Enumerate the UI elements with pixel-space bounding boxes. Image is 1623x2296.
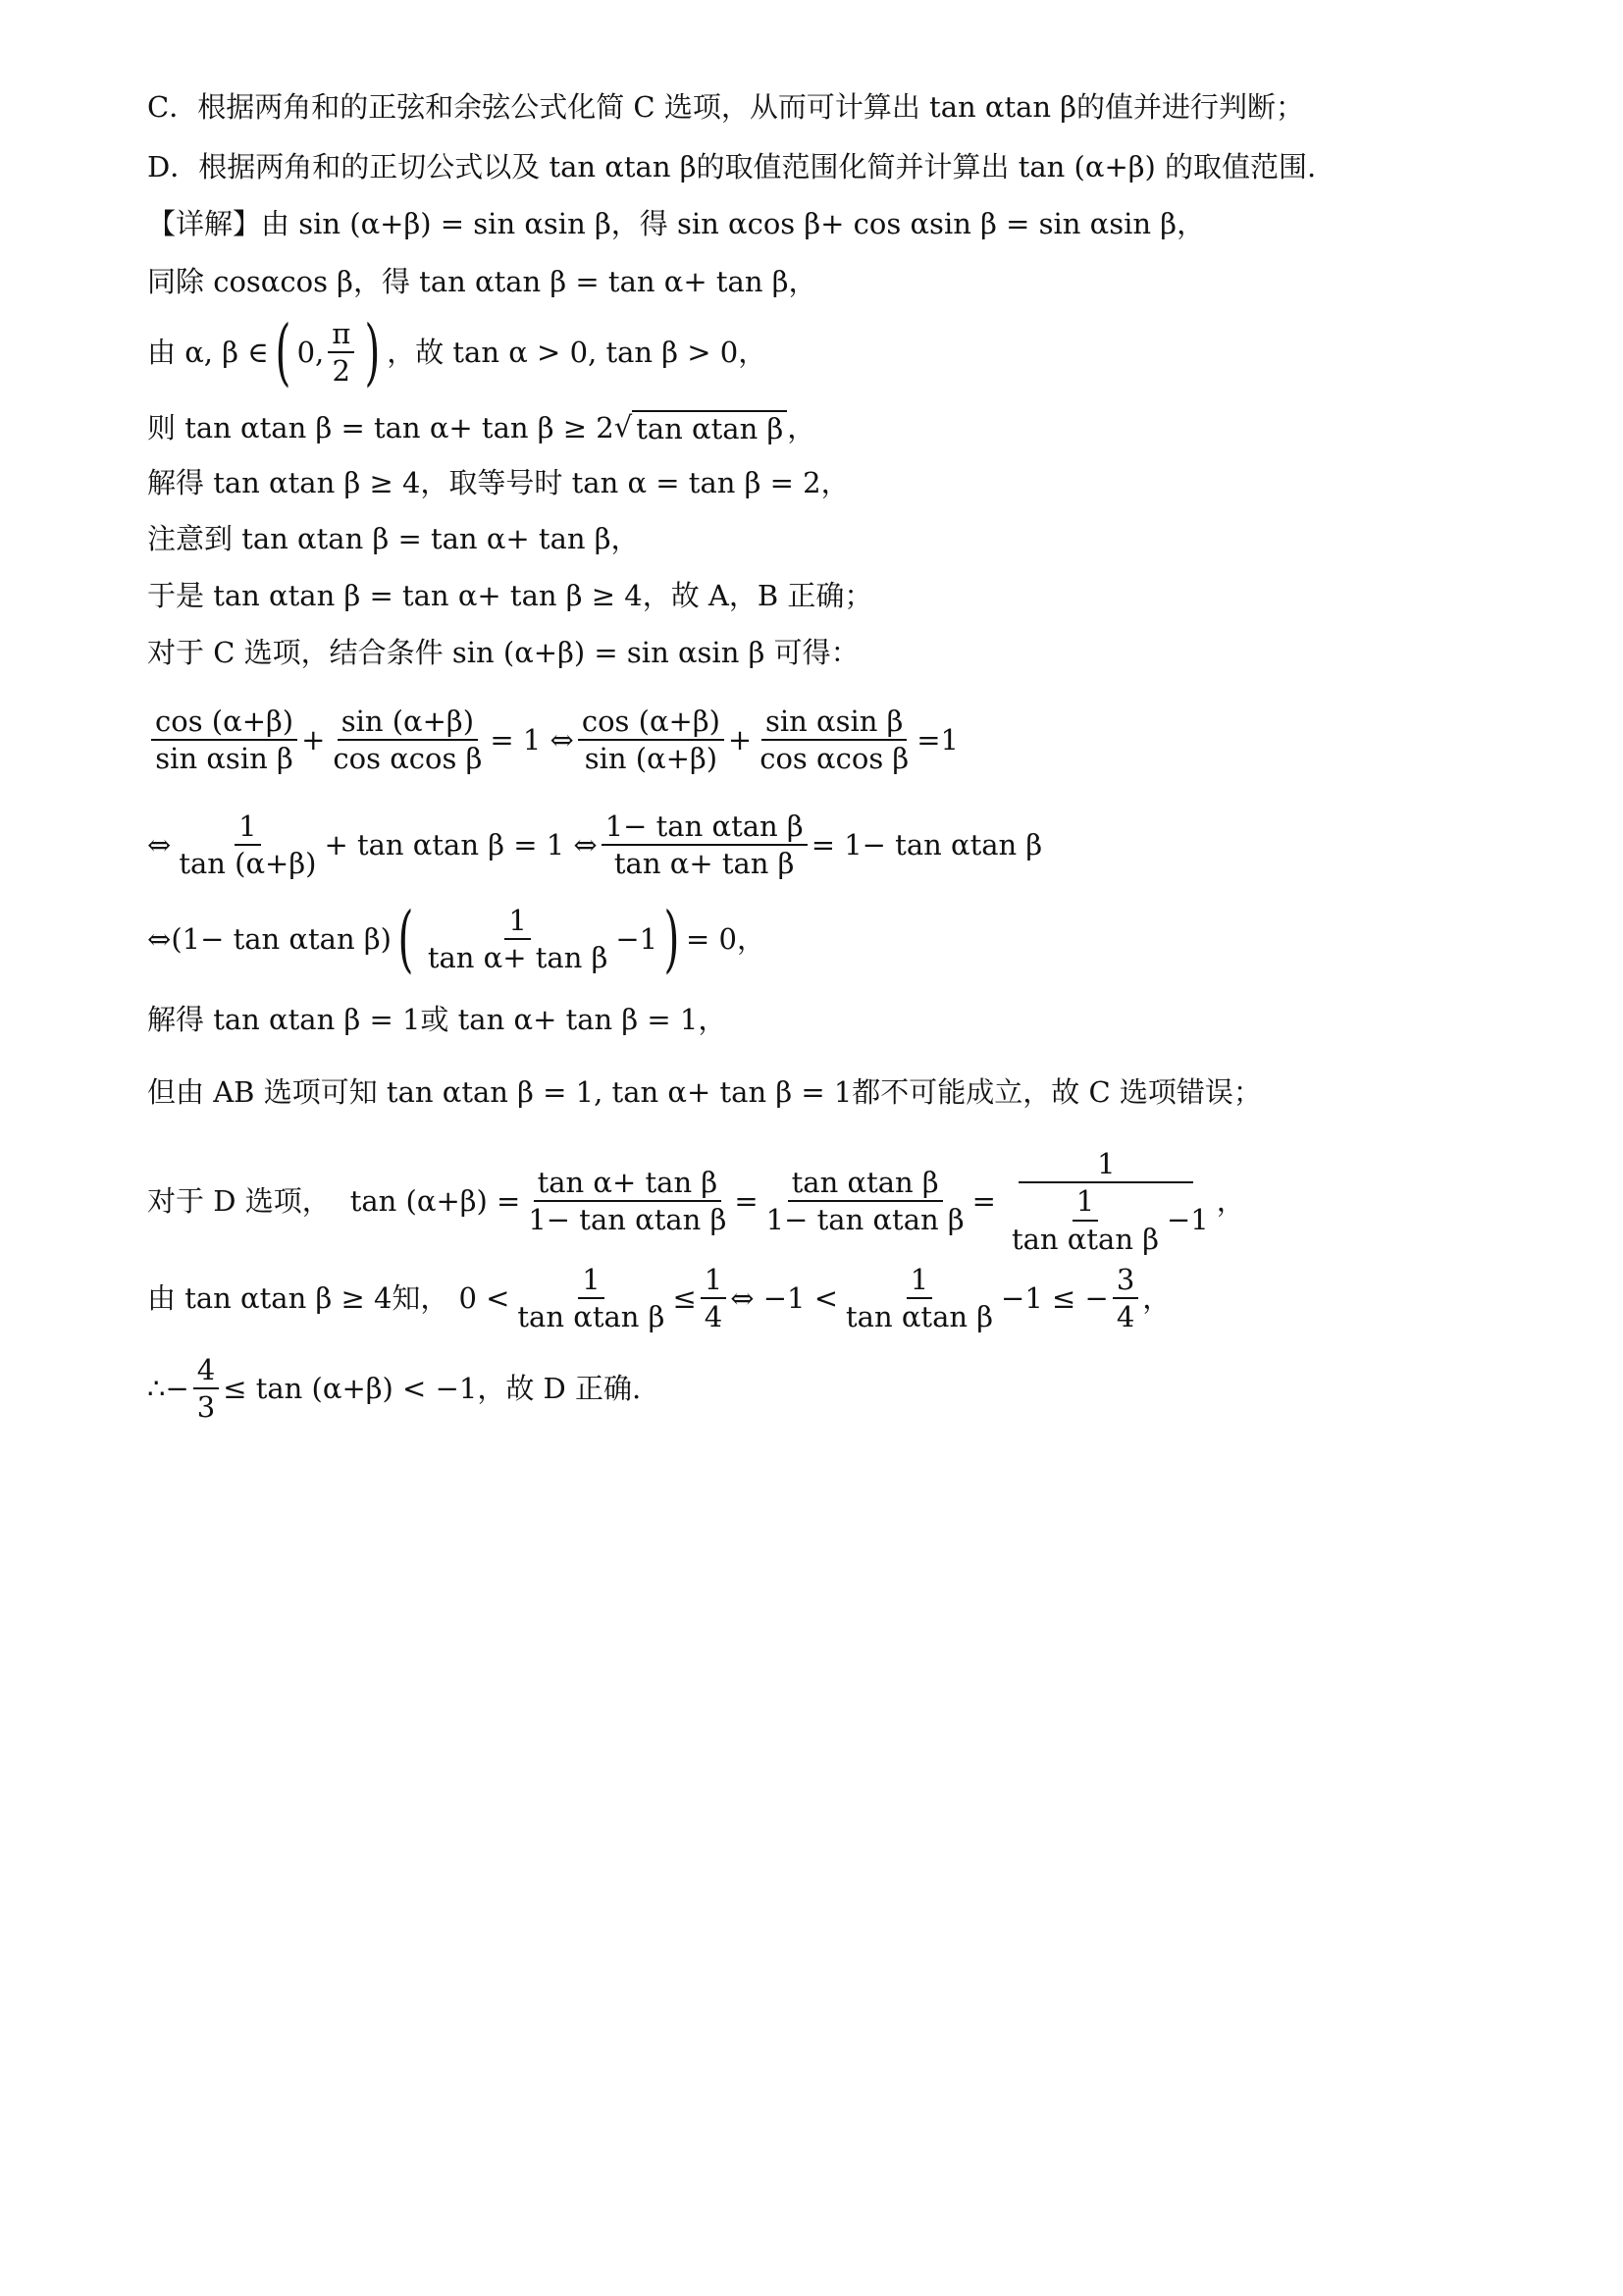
line-c-wrong	[147, 1075, 1262, 1110]
text: 由 tan αtan β ≥ 4知，	[147, 1280, 449, 1315]
operator: =	[971, 1183, 996, 1218]
denominator: 4	[1116, 1300, 1135, 1334]
numerator: sin (α+β)	[338, 704, 478, 741]
operator: −1	[615, 921, 658, 956]
inner-fraction	[1008, 1183, 1163, 1257]
fraction	[701, 1262, 726, 1335]
numerator: 1	[1019, 1146, 1193, 1183]
text: ≤ tan (α+β) < −1，故 D 正确.	[223, 1371, 642, 1405]
radical-sign: √	[613, 410, 633, 444]
text: 【详解】由 sin (α+β) = sin αsin β，得 sin αcos β+ cos αsin β = sin αsin β，	[147, 207, 1206, 240]
text: 解得 tan αtan β ≥ 4，取等号时 tan α = tan β = 2，	[147, 466, 850, 499]
denominator: sin (α+β)	[584, 742, 718, 776]
line-option-d-hint	[147, 150, 1316, 184]
fraction	[578, 704, 724, 777]
right-paren: )	[364, 310, 381, 395]
fraction	[193, 1352, 219, 1426]
fraction	[756, 704, 913, 777]
denominator: tan α+ tan β	[427, 941, 608, 975]
text: 于是 tan αtan β = tan α+ tan β ≥ 4，故 A，B 正确；	[147, 579, 873, 612]
text: 对于 C 选项，结合条件 sin (α+β) = sin αsin β 可得：	[147, 636, 860, 669]
denominator: 3	[196, 1390, 216, 1425]
operator: + tan αtan β = 1 ⇔	[324, 827, 598, 861]
factor: (1− tan αtan β)	[171, 921, 392, 956]
operator: tan (α+β) =	[349, 1183, 521, 1218]
operator: ⇔	[147, 921, 172, 956]
fraction	[513, 1262, 668, 1335]
denominator: 4	[704, 1300, 723, 1334]
numerator: π	[328, 316, 354, 353]
operator: =	[916, 722, 941, 757]
operator: +	[727, 722, 753, 757]
denominator: cos αcos β	[759, 742, 910, 776]
text: 对于 D 选项，	[147, 1183, 331, 1218]
equation-option-d	[147, 1146, 1245, 1257]
text: ，	[787, 411, 816, 444]
denominator: 2	[332, 354, 350, 389]
operator: −1	[1167, 1203, 1209, 1237]
line-domain	[147, 310, 767, 395]
line-conclusion	[147, 1352, 641, 1426]
operator: = 1 ⇔	[490, 722, 574, 757]
operator: −1 ≤ −	[1001, 1280, 1109, 1315]
numerator: 3	[1113, 1262, 1138, 1299]
text: 注意到 tan αtan β = tan α+ tan β，	[147, 522, 640, 555]
fraction-pi-over-2	[328, 316, 354, 390]
text: D．根据两角和的正切公式以及 tan αtan β的取值范围化简并计算出 tan (α+β) 的取值范围.	[147, 150, 1317, 183]
radicand: tan αtan β	[632, 410, 787, 446]
operator: ⇔ −1 <	[730, 1280, 838, 1315]
denominator: 1− tan αtan β	[765, 1203, 965, 1237]
text: C．根据两角和的正弦和余弦公式化简 C 选项，从而可计算出 tan αtan β的值并进行判断；	[147, 90, 1305, 124]
operator: +	[301, 722, 326, 757]
numerator: 1	[1073, 1183, 1098, 1221]
denominator: tan α+ tan β	[613, 847, 795, 881]
fraction	[524, 1165, 730, 1238]
operator: ≤	[672, 1280, 697, 1315]
operator: 0 <	[458, 1280, 510, 1315]
fraction	[424, 903, 612, 976]
line-ab-correct	[147, 579, 872, 613]
fraction	[151, 704, 297, 777]
text: ，故 tan α > 0, tan β > 0，	[387, 335, 767, 369]
numerator: 1	[701, 1262, 726, 1299]
text: ∴−	[147, 1371, 189, 1405]
right-paren: )	[663, 897, 680, 982]
text: 同除 cosαcos β，得 tan αtan β = tan α+ tan β，	[147, 265, 817, 298]
left-paren: (	[397, 897, 414, 982]
denominator: cos αcos β	[333, 742, 483, 776]
punctuation: ，	[1142, 1280, 1172, 1315]
denominator: tan (α+β)	[179, 847, 317, 881]
equation-3	[147, 897, 765, 982]
numerator: 1	[235, 809, 260, 846]
numerator: 1	[578, 1262, 603, 1299]
line-detail-start	[147, 207, 1205, 241]
text: 解得 tan αtan β = 1或 tan α+ tan β = 1，	[147, 1003, 727, 1036]
numerator: 1− tan αtan β	[602, 809, 808, 846]
fraction	[842, 1262, 997, 1335]
text: 但由 AB 选项可知 tan αtan β = 1, tan α+ tan β = 1都不可能成立，故 C 选项错误；	[147, 1075, 1262, 1109]
numerator: cos (α+β)	[151, 704, 297, 741]
denominator: tan αtan β	[846, 1300, 994, 1334]
denominator	[1000, 1183, 1213, 1257]
operator: ⇔	[147, 827, 172, 861]
denominator: 1− tan αtan β	[528, 1203, 727, 1237]
numerator: 1	[907, 1262, 932, 1299]
line-note	[147, 522, 640, 556]
line-am-gm	[147, 410, 815, 446]
complex-fraction	[1000, 1146, 1213, 1257]
line-solve	[147, 466, 850, 500]
fraction	[175, 809, 320, 882]
sqrt-expression	[614, 410, 788, 446]
numerator: tan αtan β	[788, 1165, 943, 1202]
numerator: sin αsin β	[761, 704, 907, 741]
line-solve-c	[147, 1003, 726, 1037]
fraction	[602, 809, 808, 882]
text: 则 tan αtan β = tan α+ tan β ≥ 2	[147, 411, 614, 444]
denominator: sin αsin β	[155, 742, 293, 776]
text: 由 α, β ∈	[147, 335, 269, 369]
numerator: 1	[504, 903, 530, 940]
equation-range	[147, 1262, 1171, 1335]
fraction	[762, 1165, 969, 1238]
denominator: tan αtan β	[1011, 1222, 1159, 1256]
punctuation: ，	[1216, 1183, 1245, 1218]
fraction	[1113, 1262, 1138, 1335]
operator: =	[734, 1183, 759, 1218]
operator: = 0，	[685, 921, 765, 956]
numerator: cos (α+β)	[578, 704, 724, 741]
equation-2	[147, 809, 1042, 882]
denominator: tan αtan β	[517, 1300, 665, 1334]
operator: = 1− tan αtan β	[811, 827, 1043, 861]
line-option-c-hint	[147, 90, 1304, 125]
line-option-c	[147, 636, 860, 670]
left-paren: (	[275, 310, 291, 395]
equation-1	[147, 704, 959, 777]
fraction	[329, 704, 486, 777]
line-divide	[147, 265, 816, 299]
numerator: tan α+ tan β	[534, 1165, 722, 1202]
numerator: 4	[193, 1352, 219, 1389]
value: 1	[940, 722, 959, 757]
text: 0,	[296, 335, 325, 369]
